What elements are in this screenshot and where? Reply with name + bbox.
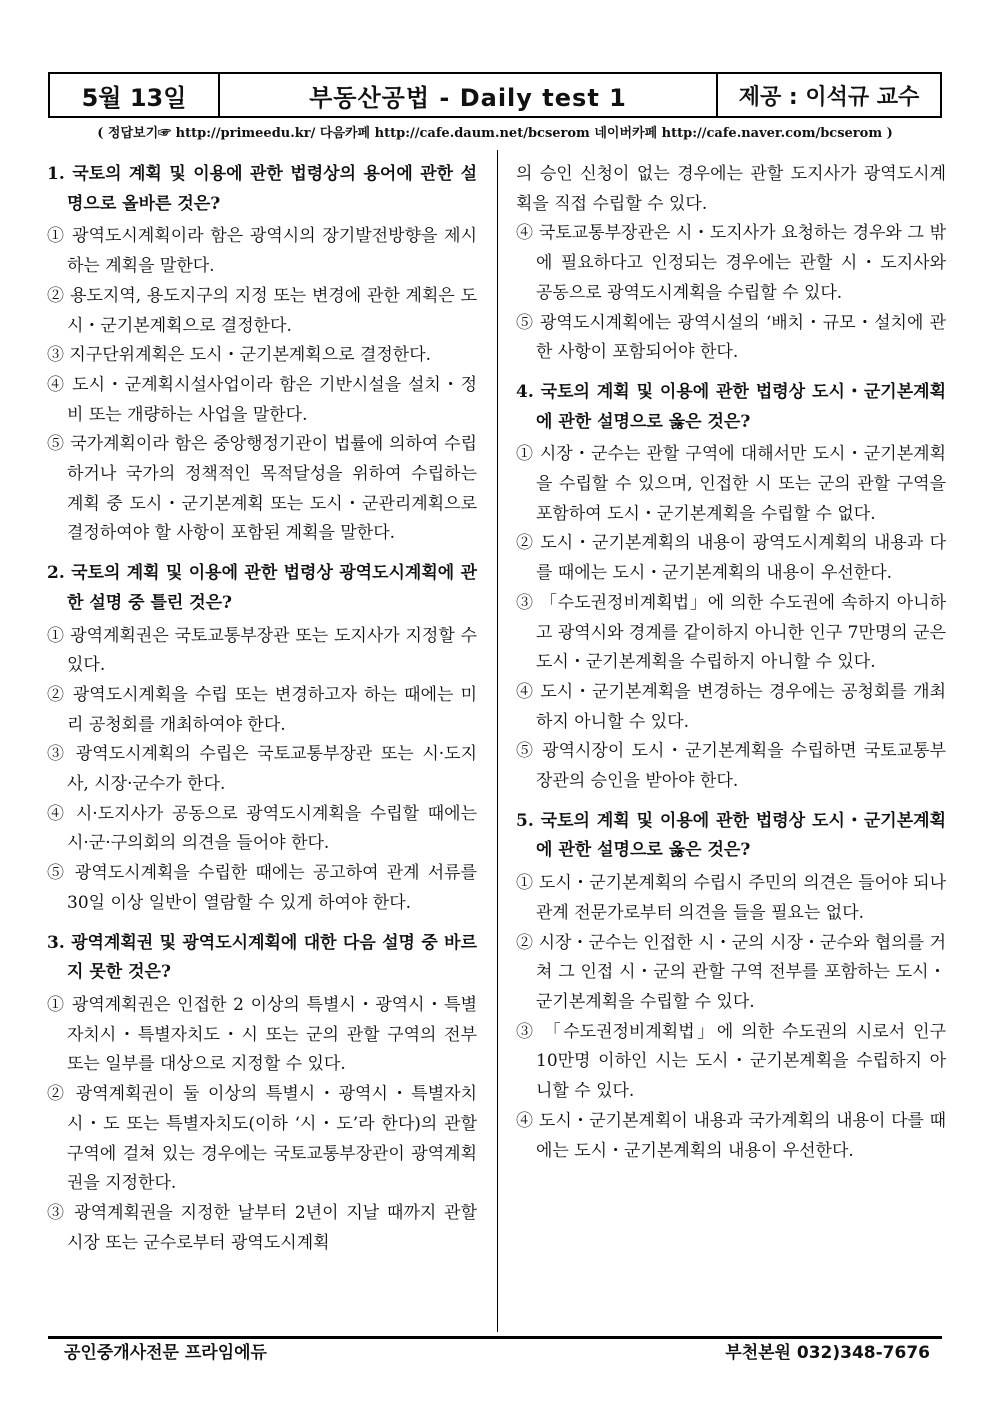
continued-text: 의 승인 신청이 없는 경우에는 관할 도지사가 광역도시계획을 직접 수립할 수 있다. <box>516 164 946 214</box>
test-date: 5월 13일 <box>50 74 220 116</box>
header-table <box>48 72 942 118</box>
answer-option: ③ 광역도시계획의 수립은 국토교통부장관 또는 시·도지사, 시장·군수가 한다. <box>47 744 477 795</box>
column-divider <box>497 150 498 1332</box>
answer-option: ③ 「수도권정비계획법」에 의한 수도권에 속하지 아니하고 광역시와 경계를 같이하지 아니한 인구 7만명의 군은 도시・군기본계획을 수립하지 아니할 수 있다. <box>516 592 946 673</box>
answer-option: ③ 지구단위계획은 도시・군기본계획으로 결정한다. <box>47 345 432 366</box>
right-column <box>516 160 946 1166</box>
test-title: 부동산공법 - Daily test 1 <box>220 74 718 116</box>
answer-option: ④ 국토교통부장관은 시・도지사가 요청하는 경우와 그 밖에 필요하다고 인정되는 경우에는 관할 시・도지사와 공동으로 광역도시계획을 수립할 수 있다. <box>516 223 946 303</box>
answer-option: ② 시장・군수는 인접한 시・군의 시장・군수와 협의를 거쳐 그 인접 시・군의 관할 구역 전부를 포함하는 도시・군기본계획을 수립할 수 있다. <box>516 932 946 1012</box>
answer-option: ① 도시・군기본계획의 수립시 주민의 의견은 들어야 되나 관계 전문가로부터 의견을 들을 필요는 없다. <box>516 873 946 923</box>
left-column <box>47 160 477 1258</box>
question-stem: 2. 국토의 계획 및 이용에 관한 법령상 광역도시계획에 관한 설명 중 틀린 것은? <box>47 563 477 613</box>
question-stem: 5. 국토의 계획 및 이용에 관한 법령상 도시・군기본계획에 관한 설명으로 옳은 것은? <box>516 810 946 861</box>
answer-option: ① 시장・군수는 관할 구역에 대해서만 도시・군기본계획을 수립할 수 있으며, 인접한 시 또는 군의 관할 구역을 포함하여 도시・군기본계획을 수립할 수 없다. <box>516 444 946 524</box>
answer-option: ② 용도지역, 용도지구의 지정 또는 변경에 관한 계획은 도시・군기본계획으로 결정한다. <box>47 285 477 336</box>
answer-option: ② 광역계획권이 둘 이상의 특별시・광역시・특별자치시・도 또는 특별자치도(이하 ‘시・도’라 한다)의 관할 구역에 걸쳐 있는 경우에는 국토교통부장관이 광역계획권을 지정한다. <box>47 1084 477 1194</box>
answer-option: ③ 광역계획권을 지정한 날부터 2년이 지날 때까지 관할 시장 또는 군수로부터 광역도시계획 <box>47 1202 477 1253</box>
answer-option: ⑤ 국가계획이라 함은 중앙행정기관이 법률에 의하여 수립하거나 국가의 정책적인 목적달성을 위하여 수립하는 계획 중 도시・군기본계획 또는 도시・군관리계획으로 결정하여야 할 사항이 포함된 계획을 말한다. <box>47 434 477 544</box>
question-stem: 1. 국토의 계획 및 이용에 관한 법령상의 용어에 관한 설명으로 올바른 것은? <box>47 164 477 214</box>
answer-option: ④ 도시・군계획시설사업이라 함은 기반시설을 설치・정비 또는 개량하는 사업을 말한다. <box>47 374 477 425</box>
footer-phone: 부천본원 032)348-7676 <box>725 1343 930 1363</box>
answer-option: ① 광역도시계획이라 함은 광역시의 장기발전방향을 제시하는 계획을 말한다. <box>47 226 477 277</box>
answer-option: ⑤ 광역도시계획을 수립한 때에는 공고하여 관계 서류를 30일 이상 일반이 열람할 수 있게 하여야 한다. <box>47 863 477 913</box>
question-stem: 4. 국토의 계획 및 이용에 관한 법령상 도시・군기본계획에 관한 설명으로 옳은 것은? <box>516 381 946 432</box>
answer-option: ② 도시・군기본계획의 내용이 광역도시계획의 내용과 다를 때에는 도시・군기본계획의 내용이 우선한다. <box>516 533 946 584</box>
answer-option: ④ 도시・군기본계획이 내용과 국가계획의 내용이 다를 때에는 도시・군기본계획의 내용이 우선한다. <box>516 1110 946 1161</box>
source-links: ( 정답보기☞ http://primeedu.kr/ 다음카페 http://cafe.daum.net/bcserom 네이버카페 http://cafe.naver.com/bcserom ) <box>97 126 893 141</box>
answer-option: ④ 시·도지사가 공동으로 광역도시계획을 수립할 때에는 시·군·구의회의 의견을 들어야 한다. <box>47 803 477 854</box>
answer-option: ② 광역도시계획을 수립 또는 변경하고자 하는 때에는 미리 공청회를 개최하여야 한다. <box>47 684 477 735</box>
answer-option: ① 광역계획권은 인접한 2 이상의 특별시・광역시・특별자치시・특별자치도・시 또는 군의 관할 구역의 전부 또는 일부를 대상으로 지정할 수 있다. <box>47 994 477 1075</box>
author: 제공 : 이석규 교수 <box>738 84 920 110</box>
footer-academy: 공인중개사전문 프라임에듀 <box>64 1343 267 1363</box>
answer-option: ③ 「수도권정비계획법」에 의한 수도권의 시로서 인구 10만명 이하인 시는 도시・군기본계획을 수립하지 아니할 수 있다. <box>516 1021 946 1102</box>
question-stem: 3. 광역계획권 및 광역도시계획에 대한 다음 설명 중 바르지 못한 것은? <box>47 932 477 983</box>
answer-option: ④ 도시・군기본계획을 변경하는 경우에는 공청회를 개최하지 아니할 수 있다. <box>516 681 946 732</box>
answer-option: ⑤ 광역도시계획에는 광역시설의 ‘배치・규모・설치에 관한 사항이 포함되어야 한다. <box>516 312 946 363</box>
answer-option: ⑤ 광역시장이 도시・군기본계획을 수립하면 국토교통부장관의 승인을 받아야 한다. <box>516 741 946 792</box>
answer-option: ① 광역계획권은 국토교통부장관 또는 도지사가 지정할 수 있다. <box>47 625 477 676</box>
